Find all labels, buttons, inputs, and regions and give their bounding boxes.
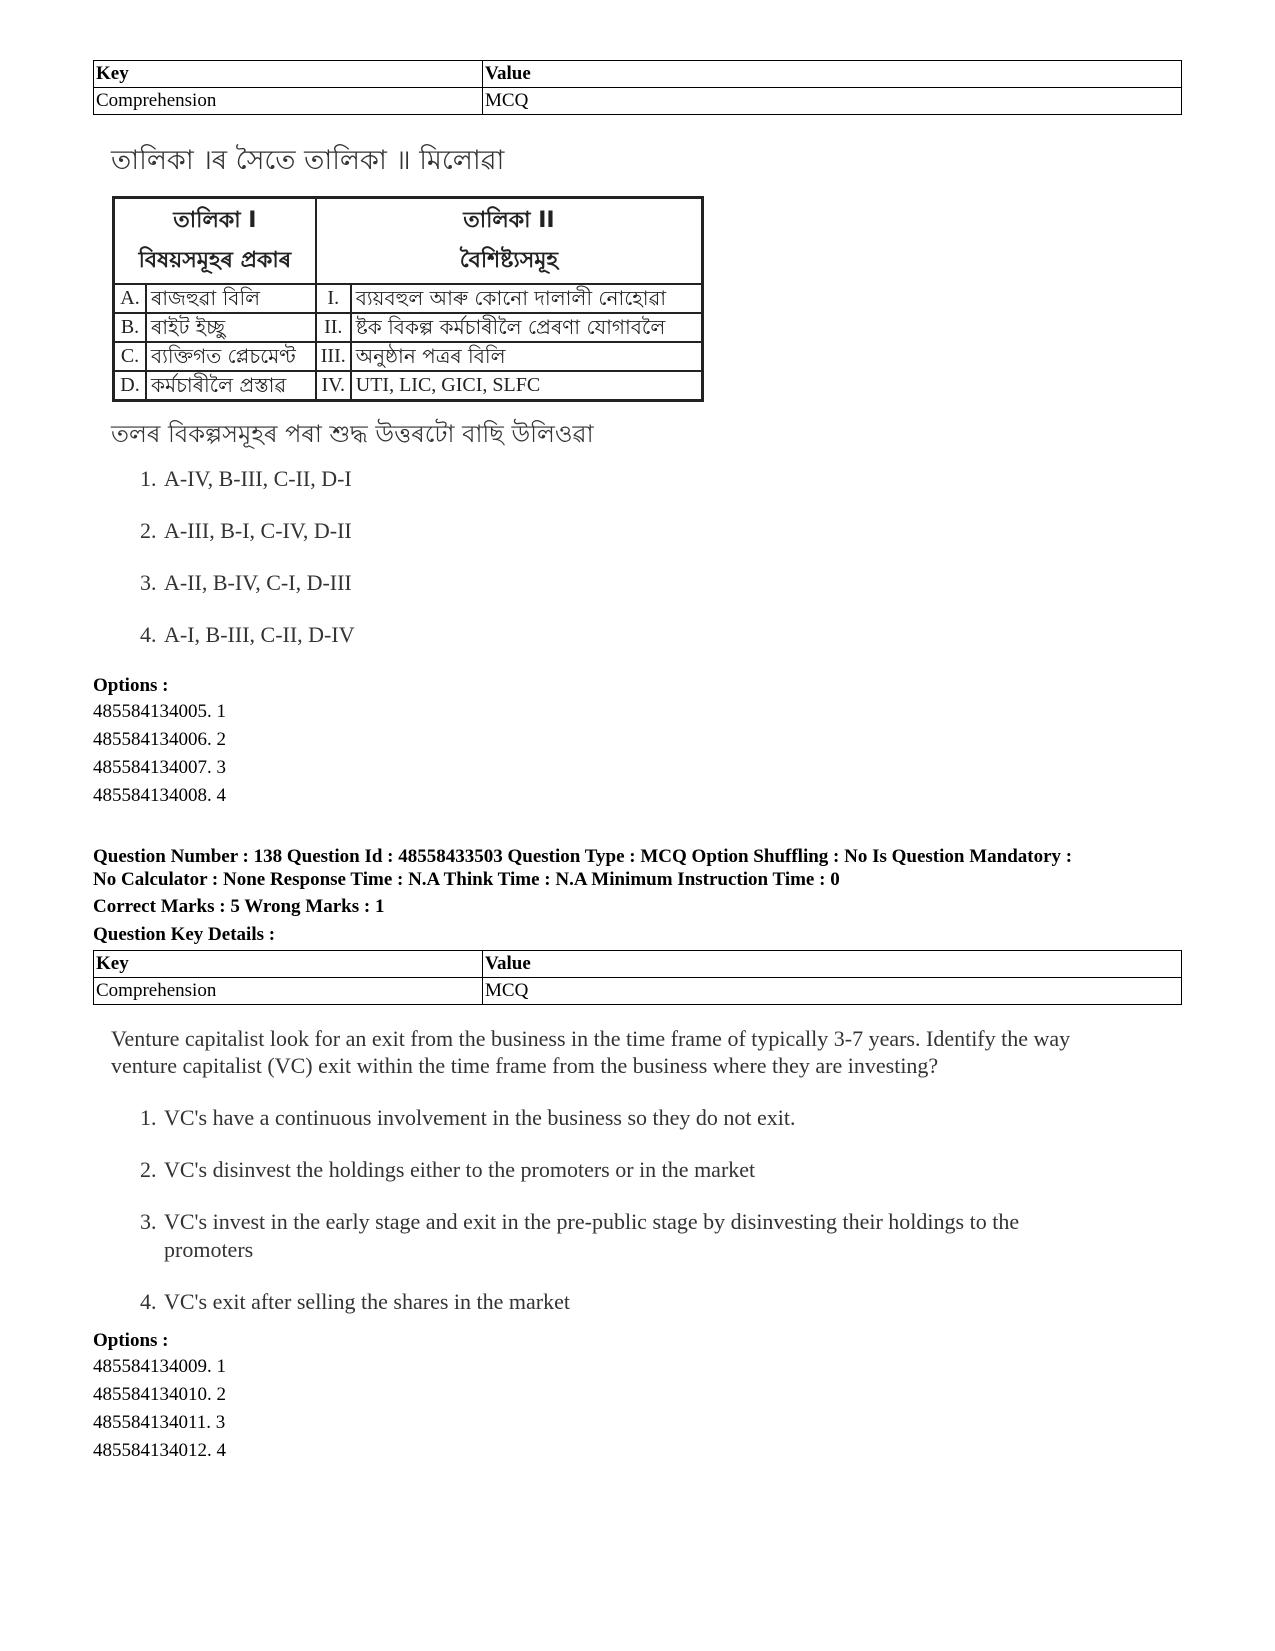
question-key-table: [93, 950, 1182, 1005]
question-meta: Question Number : 138 Question Id : 48558433503 Question Type : MCQ Option Shuffling : No Is Question Mandatory : No Calculator : None Response Time : N.A Think Time : N.A Minimum Instruction Time : 0: [93, 846, 1073, 890]
option-id: 485584134007. 3: [93, 757, 226, 778]
key-header: Key: [94, 61, 483, 88]
key-cell: Comprehension: [94, 978, 483, 1005]
answer-choice: 4. VC's exit after selling the shares in the market: [140, 1289, 570, 1314]
value-cell: MCQ: [483, 88, 1182, 115]
option-id-list: [93, 1353, 226, 1465]
key-details-label: Question Key Details :: [93, 924, 276, 945]
match-table-row: B. ৰাইট ইচ্ছু II. ষ্টক বিকল্প কৰ্মচাৰীলৈ প্ৰেৰণা যোগাবলৈ: [114, 313, 703, 342]
marks: Correct Marks : 5 Wrong Marks : 1: [93, 896, 385, 917]
option-id: 485584134008. 4: [93, 785, 226, 806]
answer-choice: 3. A-II, B-IV, C-I, D-III: [140, 570, 352, 595]
question-title: তালিকা ।ৰ সৈতে তালিকা ॥ মিলোৱা: [111, 145, 505, 176]
option-id-list: [93, 698, 226, 810]
match-table-head-2: তালিকা II বৈশিষ্ট্যসমূহ: [316, 198, 703, 285]
question-text: Venture capitalist look for an exit from the business in the time frame of typically 3-7 years. Identify the way venture capitalist (VC) exit within the time frame from the business where they are investing?: [111, 1026, 1071, 1078]
match-table-row: A. ৰাজহুৱা বিলি I. ব্যয়বহুল আৰু কোনো দালালী নোহোৱা: [114, 284, 703, 313]
options-label: Options :: [93, 1330, 169, 1351]
answer-choice: 1. A-IV, B-III, C-II, D-I: [140, 466, 352, 491]
answer-choice: 3. VC's invest in the early stage and exit in the pre-public stage by disinvesting their holdings to the promoters: [140, 1209, 1020, 1262]
option-id: 485584134011. 3: [93, 1412, 226, 1433]
value-header: Value: [483, 61, 1182, 88]
option-id: 485584134009. 1: [93, 1356, 226, 1377]
answer-choice: 4. A-I, B-III, C-II, D-IV: [140, 622, 355, 647]
match-table: [112, 196, 704, 402]
question-instruction: তলৰ বিকল্পসমূহৰ পৰা শুদ্ধ উত্তৰটো বাছি উলিওৱা: [111, 420, 594, 448]
key-header: Key: [94, 951, 483, 978]
answer-choice: 1. VC's have a continuous involvement in the business so they do not exit.: [140, 1105, 796, 1130]
option-id: 485584134006. 2: [93, 729, 226, 750]
value-header: Value: [483, 951, 1182, 978]
match-table-head-1: তালিকা I বিষয়সমূহৰ প্ৰকাৰ: [114, 198, 316, 285]
value-cell: MCQ: [483, 978, 1182, 1005]
question-key-table: [93, 60, 1182, 115]
option-id: 485584134005. 1: [93, 701, 226, 722]
options-label: Options :: [93, 675, 169, 696]
option-id: 485584134012. 4: [93, 1440, 226, 1461]
answer-choice: 2. VC's disinvest the holdings either to the promoters or in the market: [140, 1157, 756, 1182]
answer-choice: 2. A-III, B-I, C-IV, D-II: [140, 518, 352, 543]
key-cell: Comprehension: [94, 88, 483, 115]
option-id: 485584134010. 2: [93, 1384, 226, 1405]
match-table-row: C. ব্যক্তিগত প্লেচমেণ্ট III. অনুষ্ঠান পত্ৰৰ বিলি: [114, 342, 703, 371]
match-table-row: D. কৰ্মচাৰীলৈ প্ৰস্তাৱ IV. UTI, LIC, GICI, SLFC: [114, 371, 703, 401]
